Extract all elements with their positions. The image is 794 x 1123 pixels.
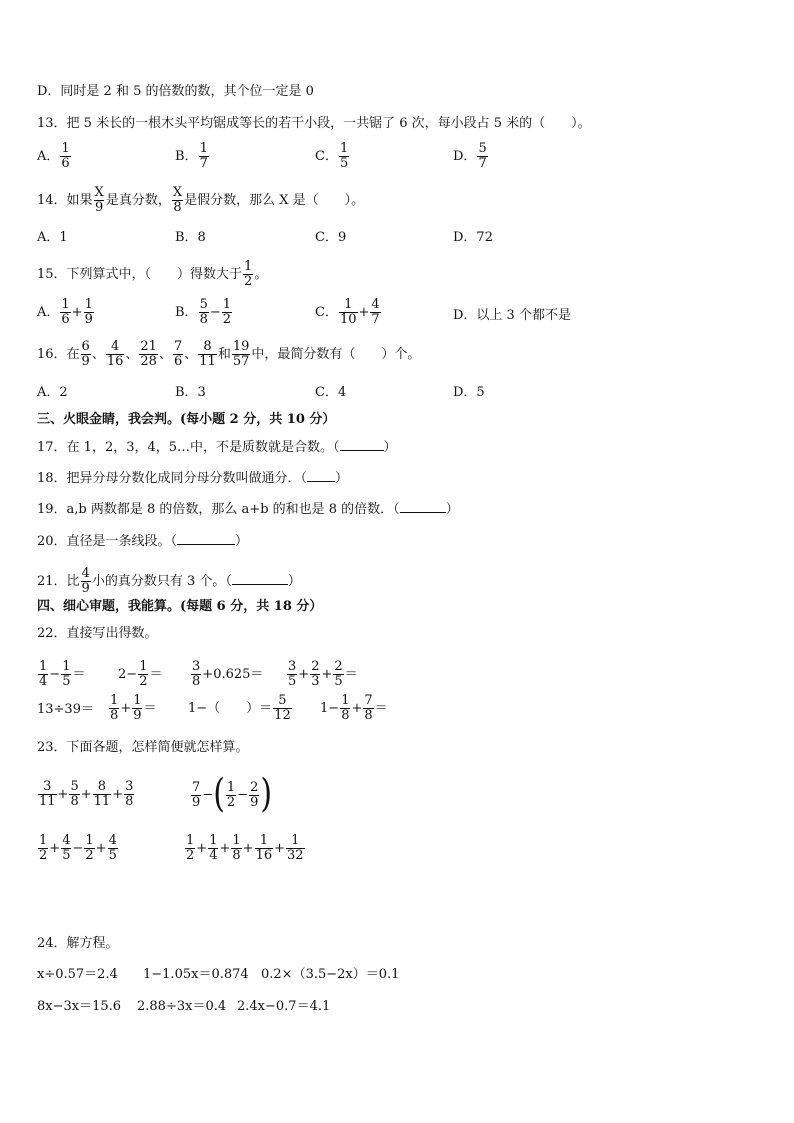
fraction: $\frac{2}{3}$ xyxy=(311,659,320,689)
q20: 20．直径是一条线段。（ ） xyxy=(37,534,249,549)
fraction: $\frac{1}{2}$ xyxy=(222,297,232,327)
answer-blank[interactable] xyxy=(400,500,446,513)
section-4-title: 四、细心审题，我能算。(每题 6 分，共 18 分） xyxy=(37,599,323,614)
fraction: $\frac{X}{8}$ xyxy=(172,185,183,215)
q24-eq-1: x÷0.57＝2.4 xyxy=(37,967,118,982)
fraction: $\frac{2}{9}$ xyxy=(250,779,259,810)
fraction: $\frac{5}{8}$ xyxy=(199,297,208,327)
fraction: $\frac{1}{9}$ xyxy=(84,297,93,327)
q22-r2-e4: 1− $\frac{1}{8}$ + $\frac{7}{8}$ ＝ xyxy=(320,693,388,723)
fraction: $\frac{4}{5}$ xyxy=(62,833,71,863)
fraction: $\frac{7}{6}$ xyxy=(173,339,183,369)
fraction: $\frac{1}{2}$ xyxy=(139,659,148,689)
q16-option-b: B．3 xyxy=(175,385,206,400)
q24-title: 24．解方程。 xyxy=(37,936,119,951)
fraction: $\frac{21}{28}$ xyxy=(140,339,157,369)
fraction: $\frac{3}{11}$ xyxy=(39,779,56,809)
fraction: $\frac{6}{9}$ xyxy=(81,339,90,369)
q23-e3: $\frac{1}{2}$ + $\frac{4}{5}$ − $\frac{1}{2}$ + $\frac{4}{5}$ xyxy=(39,833,117,863)
fraction: $\frac{1}{6}$ xyxy=(61,141,70,171)
q22-r2-e1: 13÷39＝ xyxy=(37,702,94,717)
fraction: $\frac{4}{7}$ xyxy=(371,297,380,327)
q22-title: 22．直接写出得数。 xyxy=(37,626,158,641)
fraction: $\frac{5}{7}$ xyxy=(478,141,487,171)
q14-option-c: C．9 xyxy=(315,230,347,245)
section-3-title: 三、火眼金睛，我会判。(每小题 2 分，共 10 分） xyxy=(37,412,336,427)
q13-option-b: B． $\frac{1}{7}$ xyxy=(175,141,208,171)
q22-r1-e4: $\frac{3}{5}$ + $\frac{2}{3}$ + $\frac{2}{5}$ ＝ xyxy=(288,659,358,689)
q13-option-c: C． $\frac{1}{5}$ xyxy=(315,141,349,171)
fraction: $\frac{1}{8}$ xyxy=(232,833,241,863)
q23-e1: $\frac{3}{11}$ + $\frac{5}{8}$ + $\frac{8}{11}$ + $\frac{3}{8}$ xyxy=(39,779,134,809)
fraction: $\frac{5}{12}$ xyxy=(274,693,291,723)
fraction: $\frac{1}{8}$ xyxy=(110,693,119,723)
q22-r2-e3: 1−（ ）＝ $\frac{5}{12}$ xyxy=(188,693,291,723)
fraction: $\frac{1}{8}$ xyxy=(341,693,350,723)
answer-blank[interactable] xyxy=(307,469,335,482)
fraction: $\frac{1}{2}$ xyxy=(85,833,94,863)
q15-option-d: D．以上 3 个都不是 xyxy=(453,308,571,323)
q15-option-c: C． $\frac{1}{10}$ + $\frac{4}{7}$ xyxy=(315,297,380,327)
q24-eq-6: 2.4x−0.7＝4.1 xyxy=(237,999,331,1014)
fraction: $\frac{1}{32}$ xyxy=(287,833,304,863)
q22-r2-e2: $\frac{1}{8}$ + $\frac{1}{9}$ ＝ xyxy=(110,693,157,723)
q15-option-a: A． $\frac{1}{6}$ + $\frac{1}{9}$ xyxy=(37,297,93,327)
right-paren: ) xyxy=(260,771,273,818)
q22-r1-e1: $\frac{1}{4}$ − $\frac{1}{5}$ ＝ xyxy=(39,659,86,689)
q14-stem: 14．如果 $\frac{X}{9}$ 是真分数， $\frac{X}{8}$ 是假分数，那么 X 是（ ）。 xyxy=(37,185,365,215)
answer-blank[interactable] xyxy=(232,572,288,585)
q15-option-b: B． $\frac{5}{8}$ − $\frac{1}{2}$ xyxy=(175,297,232,327)
fraction: $\frac{7}{9}$ xyxy=(192,779,201,810)
fraction: $\frac{4}{9}$ xyxy=(81,566,90,596)
fraction: $\frac{8}{11}$ xyxy=(93,779,111,809)
q14-option-a: A．1 xyxy=(37,230,68,245)
q16-option-a: A．2 xyxy=(37,385,68,400)
fraction: $\frac{1}{10}$ xyxy=(339,297,357,327)
fraction: $\frac{X}{9}$ xyxy=(94,185,104,215)
q17: 17．在 1，2，3，4，5…中，不是质数就是合数。（ ） xyxy=(37,440,397,455)
q24-eq-3: 0.2×（3.5−2x）＝0.1 xyxy=(261,967,400,982)
fraction: $\frac{1}{5}$ xyxy=(339,141,349,171)
fraction: $\frac{4}{5}$ xyxy=(108,833,117,863)
fraction: $\frac{1}{2}$ xyxy=(186,833,195,863)
q18: 18．把异分母分数化成同分母分数叫做通分．（ ） xyxy=(37,471,349,486)
fraction: $\frac{7}{8}$ xyxy=(364,693,373,723)
fraction: $\frac{3}{8}$ xyxy=(125,779,134,809)
answer-blank[interactable] xyxy=(177,532,235,545)
fraction: $\frac{1}{5}$ xyxy=(62,659,71,689)
q23-title: 23．下面各题，怎样简便就怎样算。 xyxy=(37,740,249,755)
fraction: $\frac{1}{4}$ xyxy=(39,659,48,689)
q12-option-d: D．同时是 2 和 5 的倍数的数，其个位一定是 0 xyxy=(37,84,314,99)
q16-option-c: C．4 xyxy=(315,385,347,400)
q14-option-d: D．72 xyxy=(453,230,493,245)
q24-eq-5: 2.88÷3x＝0.4 xyxy=(137,999,227,1014)
fraction: $\frac{3}{8}$ xyxy=(192,659,201,689)
q13-option-d: D． $\frac{5}{7}$ xyxy=(453,141,487,171)
q16-option-d: D．5 xyxy=(453,385,485,400)
q15-stem: 15．下列算式中，（ ）得数大于 $\frac{1}{2}$ 。 xyxy=(37,259,268,289)
q13-option-a: A． $\frac{1}{6}$ xyxy=(37,141,70,171)
fraction: $\frac{1}{2}$ xyxy=(226,779,236,810)
q24-eq-2: 1−1.05x＝0.874 xyxy=(143,967,249,982)
fraction: $\frac{8}{11}$ xyxy=(199,339,216,369)
q22-r1-e3: $\frac{3}{8}$ +0.625＝ xyxy=(192,659,264,689)
fraction: $\frac{1}{9}$ xyxy=(133,693,142,723)
q13-stem: 13．把 5 米长的一根木头平均锯成等长的若干小段，一共锯了 6 次，每小段占 5 米的（ ）。 xyxy=(37,116,591,131)
fraction: $\frac{1}{4}$ xyxy=(209,833,218,863)
fraction: $\frac{1}{2}$ xyxy=(39,833,48,863)
fraction: $\frac{2}{5}$ xyxy=(334,659,343,689)
fraction: $\frac{1}{2}$ xyxy=(244,259,253,289)
fraction: $\frac{1}{16}$ xyxy=(255,833,273,863)
fraction: $\frac{4}{16}$ xyxy=(106,339,124,369)
q24-eq-4: 8x−3x＝15.6 xyxy=(37,999,122,1014)
fraction: $\frac{5}{8}$ xyxy=(70,779,79,809)
fraction: $\frac{1}{7}$ xyxy=(199,141,208,171)
q23-e4: $\frac{1}{2}$ + $\frac{1}{4}$ + $\frac{1}{8}$ + $\frac{1}{16}$ + $\frac{1}{32}$ xyxy=(186,833,304,863)
q19: 19．a,b 两数都是 8 的倍数，那么 a+b 的和也是 8 的倍数．（ ） xyxy=(37,502,459,517)
answer-blank[interactable] xyxy=(340,438,384,451)
q22-r1-e2: 2− $\frac{1}{2}$ ＝ xyxy=(118,659,163,689)
fraction: $\frac{19}{57}$ xyxy=(232,339,250,369)
q14-option-b: B．8 xyxy=(175,230,206,245)
left-paren: ( xyxy=(213,771,225,818)
fraction: $\frac{3}{5}$ xyxy=(288,659,297,689)
q16-stem: 16．在 $\frac{6}{9}$ 、 $\frac{4}{16}$ 、 $\frac{21}{28}$ 、 $\frac{7}{6}$ 、 $\frac{8}{11}$ 和 $\frac{19}{57}$ 中，最简分数有（ ）个。 xyxy=(37,339,421,369)
fraction: $\frac{1}{6}$ xyxy=(61,297,70,327)
q21: 21．比 $\frac{4}{9}$ 小的真分数只有 3 个。（ ） xyxy=(37,566,301,596)
q23-e2: $\frac{7}{9}$ −( $\frac{1}{2}$ − $\frac{2}{9}$ ) xyxy=(192,771,273,818)
